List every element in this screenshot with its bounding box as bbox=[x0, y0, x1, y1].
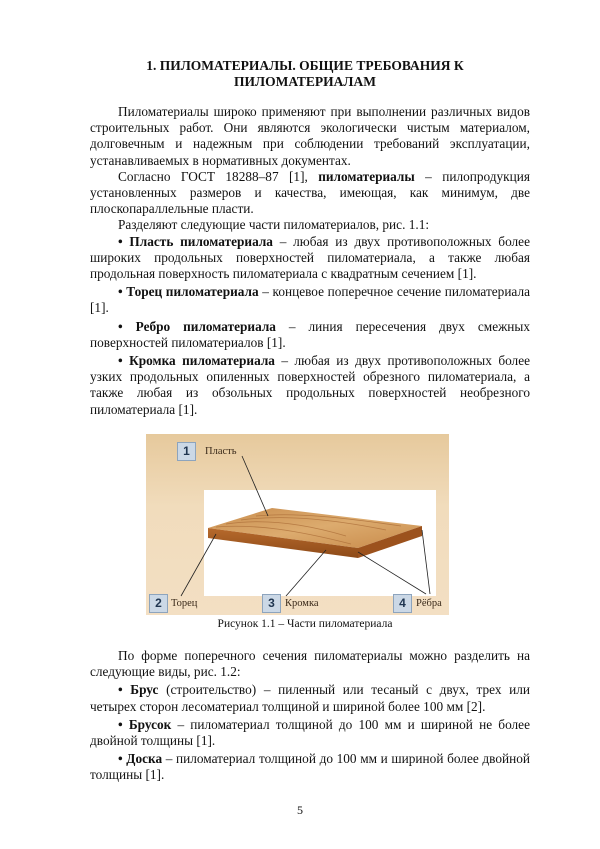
bullet-brus bbox=[90, 682, 530, 714]
lumber-parts-figure bbox=[146, 434, 449, 615]
bullet-brusok-term: • Брусок bbox=[118, 716, 172, 732]
figure-caption: Рисунок 1.1 – Части пиломатериала bbox=[217, 618, 393, 630]
bullet-brusok bbox=[90, 717, 530, 749]
paragraph-intro: Пиломатериалы широко применяют при выполнении различных видов строительных работ. Они являются экологически чистым материалом, долговечным и надежным при соблюдении требований эксплуатации, устанавливаемых в нормативных документах. bbox=[90, 104, 530, 168]
section-title-line1: 1. ПИЛОМАТЕРИАЛЫ. ОБЩИЕ ТРЕБОВАНИЯ К bbox=[146, 58, 464, 73]
pointer-rebro-2 bbox=[422, 530, 430, 594]
board-illustration bbox=[146, 434, 449, 615]
label-torets: Торец bbox=[171, 598, 198, 609]
bullet-torets-term: • Торец пиломатериала bbox=[118, 284, 259, 300]
bullet-brus-term: • Брус bbox=[118, 682, 159, 698]
definition-text: – пилопродукция установленных размеров и качества, имеющая, как минимум, две плоскопараллельные пласти. bbox=[90, 168, 530, 217]
paragraph-cross-section: По форме поперечного сечения пиломатериалы можно разделить на следующие виды, рис. 1.2: bbox=[90, 648, 530, 680]
text-block-top bbox=[90, 104, 530, 418]
label-number-1: 1 bbox=[177, 442, 196, 461]
bullet-doska-text: – пиломатериал толщиной до 100 мм и шириной более двойной толщины [1]. bbox=[90, 751, 530, 783]
pointer-kromka bbox=[286, 550, 326, 596]
text-block-bottom bbox=[90, 648, 530, 784]
bullet-kromka-term: • Кромка пиломатериала bbox=[118, 353, 275, 369]
label-kromka: Кромка bbox=[285, 598, 319, 609]
label-rebra: Рёбра bbox=[416, 598, 442, 609]
label-number-3: 3 bbox=[262, 594, 281, 613]
label-plast: Пласть bbox=[205, 446, 237, 457]
bullet-doska-term: • Доска bbox=[118, 751, 163, 767]
bullet-brusok-text: – пиломатериал толщиной до 100 мм и шириной не более двойной толщины [1]. bbox=[90, 716, 530, 749]
section-title bbox=[90, 58, 520, 90]
bullet-rebro bbox=[90, 319, 530, 351]
bullet-plast bbox=[90, 234, 530, 283]
section-title-line2: ПИЛОМАТЕРИАЛАМ bbox=[234, 74, 376, 89]
paragraph-definition bbox=[90, 169, 530, 218]
paragraph-parts-intro: Разделяют следующие части пиломатериалов, рис. 1.1: bbox=[118, 217, 430, 233]
bullet-rebro-term: • Ребро пиломатериала bbox=[118, 318, 276, 334]
gost-ref: Согласно ГОСТ 18288–87 [1], bbox=[118, 168, 319, 184]
bullet-torets-text: – концевое поперечное сечение пиломатериала [1]. bbox=[90, 284, 530, 316]
bullet-plast-term: • Пласть пиломатериала bbox=[118, 233, 273, 249]
label-number-2: 2 bbox=[149, 594, 168, 613]
bullet-brus-text: (строительство) – пиленный или тесаный с двух, трех или четырех сторон лесоматериал толщиной и шириной более 100 мм [2]. bbox=[90, 682, 530, 714]
pointer-rebro-1 bbox=[358, 552, 426, 594]
bullet-kromka bbox=[90, 353, 530, 418]
page-number: 5 bbox=[297, 803, 303, 817]
bullet-torets bbox=[90, 284, 530, 316]
label-number-4: 4 bbox=[393, 594, 412, 613]
bullet-kromka-text: – любая из двух противоположных более узких продольных опиленных поверхностей обрезного пиломатериала, а также любая из обзольных продольных поверхностей необрезного пиломатериала [1]. bbox=[90, 353, 531, 417]
term-pilomaterialy: пиломатериалы bbox=[318, 168, 415, 184]
bullet-rebro-text: – линия пересечения двух смежных поверхностей пиломатериалов [1]. bbox=[90, 318, 530, 350]
bullet-doska bbox=[90, 751, 530, 783]
pointer-torets bbox=[181, 534, 216, 596]
bullet-plast-text: – любая из двух противоположных более широких продольных поверхностей пиломатериала, а также любая продольная поверхность пиломатериала с квадратным сечением [1]. bbox=[90, 233, 530, 282]
pointer-plast bbox=[242, 456, 268, 516]
